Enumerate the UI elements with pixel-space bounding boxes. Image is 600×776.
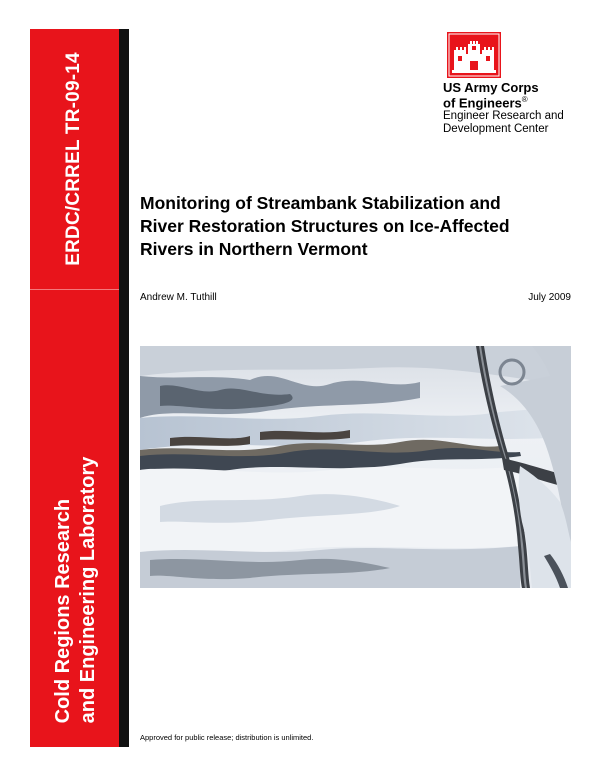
author-name: Andrew M. Tuthill [140, 292, 217, 303]
registered-mark: ® [521, 95, 528, 104]
title-line2: River Restoration Structures on Ice-Affected [140, 216, 510, 236]
lab-name-line1: Cold Regions Research [52, 498, 74, 724]
center-name-line2: Development Center [443, 123, 549, 135]
release-statement: Approved for public release; distribution is unlimited. [140, 733, 314, 742]
sidebar-rule [119, 29, 129, 747]
castle-icon [447, 32, 501, 78]
publication-date: July 2009 [528, 292, 571, 303]
center-name-line1: Engineer Research and [443, 110, 564, 122]
title-line1: Monitoring of Streambank Stabilization and [140, 193, 501, 213]
report-title [140, 192, 580, 261]
org-name-line2-text: of Engineers [443, 95, 522, 111]
title-line3: Rivers in Northern Vermont [140, 239, 368, 259]
sidebar-divider [30, 289, 119, 290]
org-name-line2 [443, 95, 528, 110]
org-name-line1: US Army Corps [443, 80, 539, 95]
lab-name-line2: and Engineering Laboratory [77, 456, 99, 724]
report-number: ERDC/CRREL TR-09-14 [63, 52, 84, 266]
laboratory-name [51, 457, 101, 724]
aerial-river-photo [140, 346, 571, 588]
